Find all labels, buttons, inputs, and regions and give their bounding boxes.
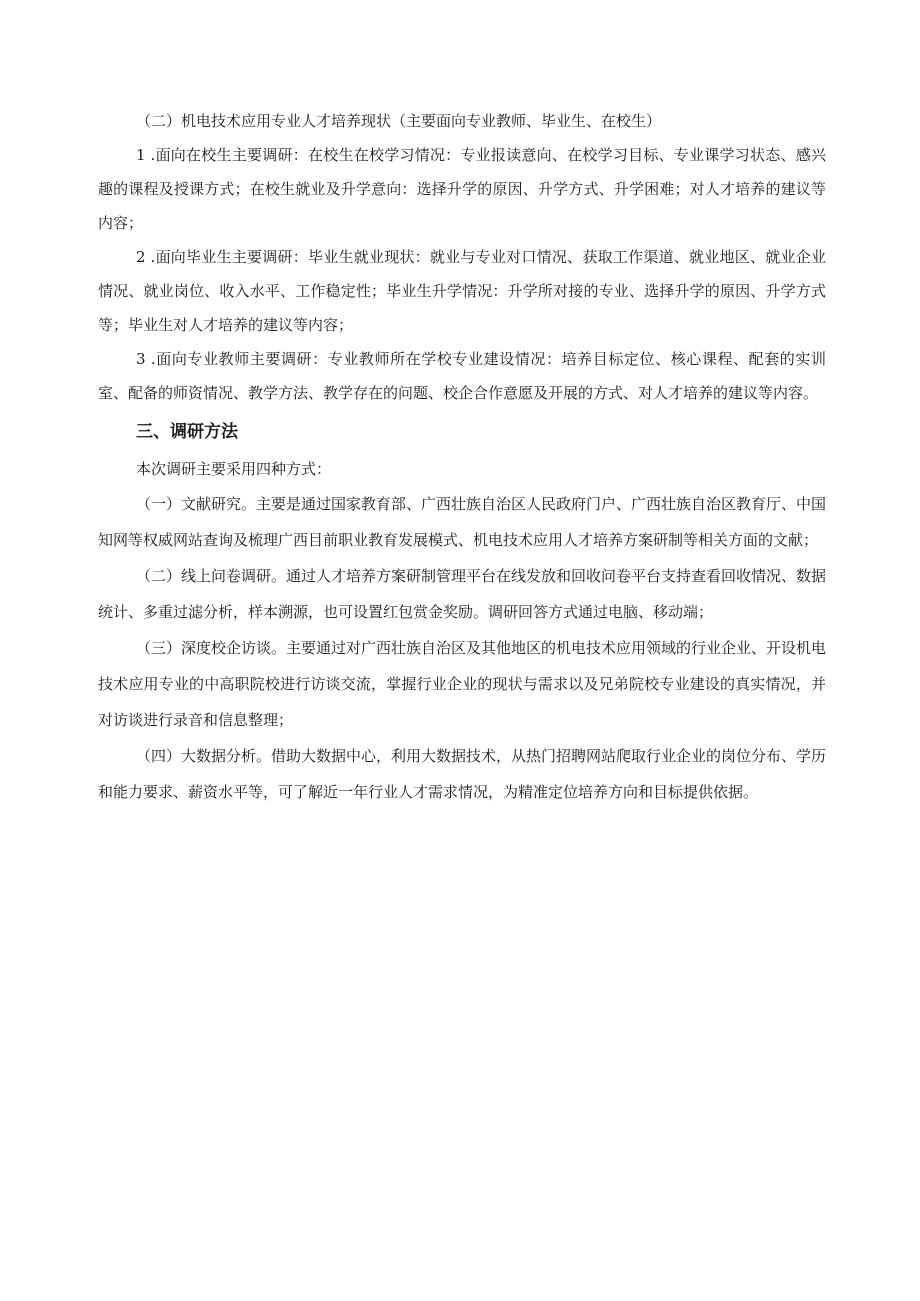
survey-item-graduates: 2 .面向毕业生主要调研：毕业生就业现状：就业与专业对口情况、获取工作渠道、就业地区、就业企业情况、就业岗位、收入水平、工作稳定性；毕业生升学情况：升学所对接的专业、选择升学的原因、升学方式等；毕业生对人才培养的建议等内容； xyxy=(98,248,826,334)
method-big-data-analysis: （四）大数据分析。借助大数据中心，利用大数据技术，从热门招聘网站爬取行业企业的岗位分布、学历和能力要求、薪资水平等，可了解近一年行业人才需求情况，为精准定位培养方向和目标提供依据。 xyxy=(98,747,827,801)
method-literature-research: （一）文献研究。主要是通过国家教育部、广西壮族自治区人民政府门户、广西壮族自治区教育厅、中国知网等权威网站查询及梳理广西目前职业教育发展模式、机电技术应用人才培养方案研制等相关方面的文献； xyxy=(98,495,827,549)
method-school-enterprise-interview: （三）深度校企访谈。主要通过对广西壮族自治区及其他地区的机电技术应用领域的行业企业、开设机电技术应用专业的中高职院校进行访谈交流，掌握行业企业的现状与需求以及兄弟院校专业建设的真实情况，并对访谈进行录音和信息整理； xyxy=(98,639,827,729)
subsection-title: （二）机电技术应用专业人才培养现状（主要面向专业教师、毕业生、在校生） xyxy=(136,112,662,130)
methods-intro: 本次调研主要采用四种方式： xyxy=(136,460,332,478)
survey-item-teachers: 3 .面向专业教师主要调研：专业教师所在学校专业建设情况：培养目标定位、核心课程、配套的实训室、配备的师资情况、教学方法、教学存在的问题、校企合作意愿及开展的方式、对人才培养的建议等内容。 xyxy=(98,350,826,402)
section-heading-methods: 三、调研方法 xyxy=(136,422,238,442)
method-online-survey: （二）线上问卷调研。通过人才培养方案研制管理平台在线发放和回收问卷平台支持查看回收情况、数据统计、多重过滤分析，样本溯源，也可设置红包赏金奖励。调研回答方式通过电脑、移动端； xyxy=(98,567,827,621)
survey-item-students: 1 .面向在校生主要调研：在校生在校学习情况：专业报读意向、在校学习目标、专业课学习状态、感兴趣的课程及授课方式；在校生就业及升学意向：选择升学的原因、升学方式、升学困难；对人才培养的建议等内容； xyxy=(98,146,826,232)
document-page xyxy=(98,104,826,810)
